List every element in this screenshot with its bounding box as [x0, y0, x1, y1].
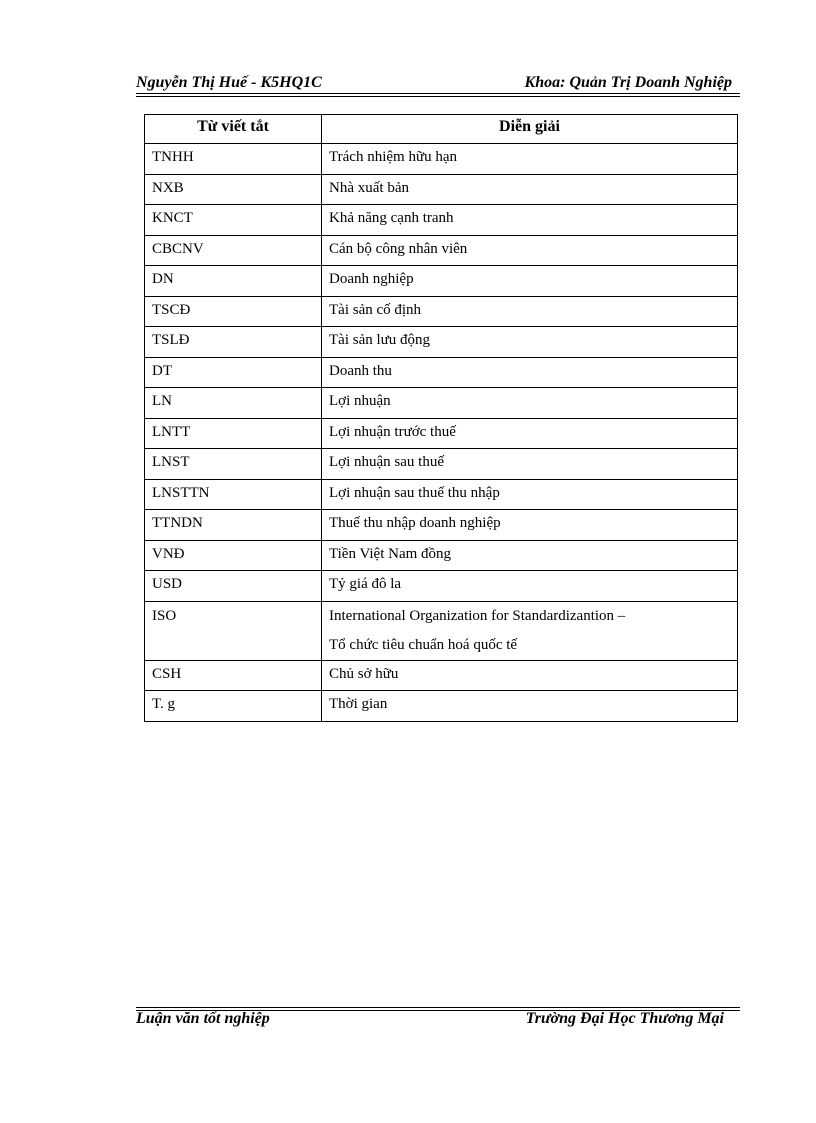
abbreviation-cell: TSCĐ	[145, 296, 322, 327]
description-cell: Trách nhiệm hữu hạn	[322, 144, 738, 175]
table-row	[145, 235, 738, 266]
table-row	[145, 660, 738, 691]
table-row	[145, 418, 738, 449]
thesis-label: Luận văn tốt nghiệp	[136, 1010, 270, 1027]
description-cell: Doanh nghiệp	[322, 266, 738, 297]
author-label: Nguyễn Thị Huế - K5HQ1C	[136, 74, 322, 91]
table-row	[145, 174, 738, 205]
table-row	[145, 479, 738, 510]
abbreviation-cell: DN	[145, 266, 322, 297]
table-row	[145, 510, 738, 541]
page-footer	[136, 1010, 740, 1034]
table-row	[145, 449, 738, 480]
description-cell: Khả năng cạnh tranh	[322, 205, 738, 236]
description-line: Tổ chức tiêu chuẩn hoá quốc tế	[329, 636, 518, 653]
table-row	[145, 296, 738, 327]
faculty-label: Khoa: Quản Trị Doanh Nghiệp	[524, 74, 732, 91]
abbreviation-cell: LNST	[145, 449, 322, 480]
description-cell: Lợi nhuận sau thuế thu nhập	[322, 479, 738, 510]
abbreviation-table	[144, 114, 738, 722]
footer-divider	[136, 1007, 740, 1008]
description-cell: Thời gian	[322, 691, 738, 722]
abbreviation-cell: CSH	[145, 660, 322, 691]
description-cell: Cán bộ công nhân viên	[322, 235, 738, 266]
description-cell	[322, 601, 738, 660]
abbreviation-cell: TSLĐ	[145, 327, 322, 358]
column-header-description: Diễn giải	[322, 115, 738, 144]
abbreviation-cell: KNCT	[145, 205, 322, 236]
header-divider	[136, 93, 740, 94]
abbreviation-cell: T. g	[145, 691, 322, 722]
table-row	[145, 601, 738, 660]
abbreviation-cell: ISO	[145, 601, 322, 660]
abbreviation-cell: LN	[145, 388, 322, 419]
column-header-abbreviation: Từ viết tắt	[145, 115, 322, 144]
description-cell: Tiền Việt Nam đồng	[322, 540, 738, 571]
abbreviation-cell: TTNDN	[145, 510, 322, 541]
description-cell: Nhà xuất bản	[322, 174, 738, 205]
description-cell: Lợi nhuận	[322, 388, 738, 419]
table-row	[145, 691, 738, 722]
university-label: Trường Đại Học Thương Mại	[525, 1010, 724, 1027]
description-cell: Thuế thu nhập doanh nghiệp	[322, 510, 738, 541]
table-row	[145, 205, 738, 236]
description-cell: Tài sản lưu động	[322, 327, 738, 358]
abbreviation-cell: LNSTTN	[145, 479, 322, 510]
table-row	[145, 357, 738, 388]
abbreviation-cell: USD	[145, 571, 322, 602]
table-row	[145, 571, 738, 602]
description-cell: Tài sản cố định	[322, 296, 738, 327]
description-line: International Organization for Standardizantion –	[329, 607, 626, 624]
description-cell: Lợi nhuận sau thuế	[322, 449, 738, 480]
table-row	[145, 144, 738, 175]
abbreviation-cell: LNTT	[145, 418, 322, 449]
description-cell: Doanh thu	[322, 357, 738, 388]
description-cell: Chủ sở hữu	[322, 660, 738, 691]
header-divider-secondary	[136, 96, 740, 97]
description-cell: Lợi nhuận trước thuế	[322, 418, 738, 449]
table-row	[145, 266, 738, 297]
abbreviation-cell: TNHH	[145, 144, 322, 175]
description-cell: Tỷ giá đô la	[322, 571, 738, 602]
abbreviation-cell: VNĐ	[145, 540, 322, 571]
table-header-row	[145, 115, 738, 144]
abbreviation-cell: NXB	[145, 174, 322, 205]
abbreviation-cell: CBCNV	[145, 235, 322, 266]
table-row	[145, 388, 738, 419]
table-row	[145, 327, 738, 358]
abbreviation-cell: DT	[145, 357, 322, 388]
table-row	[145, 540, 738, 571]
